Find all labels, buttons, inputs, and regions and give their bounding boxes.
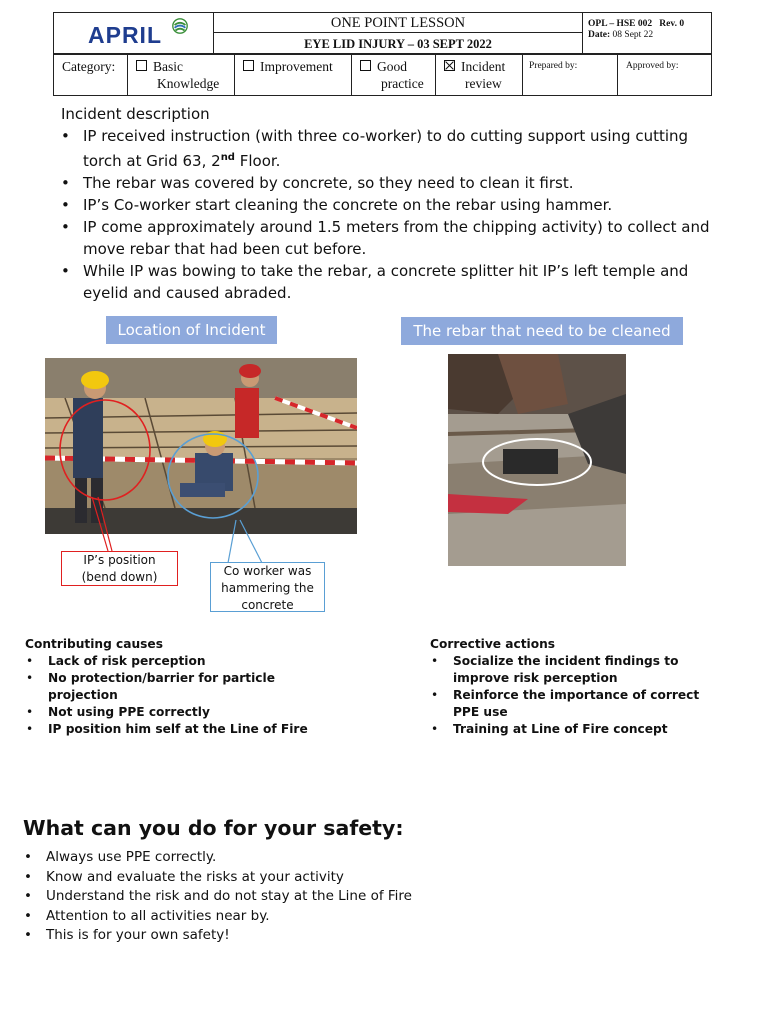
incident-item-line: While IP was bowing to take the rebar, a concrete splitter hit IP’s left temple and [83, 262, 689, 280]
rebar-photo-illustration [448, 354, 626, 566]
rebar-photo [448, 354, 626, 566]
item-text: Reinforce the importance of correct [453, 688, 700, 702]
cw-callout-line: concrete [241, 598, 294, 612]
safety-item: • Always use PPE correctly. [23, 848, 412, 868]
incident-item-line: eyelid and caused abraded. [83, 284, 292, 302]
prepared-by-label: Prepared by: [529, 61, 578, 71]
incident-item-line: move rebar that had been cut before. [83, 240, 367, 258]
safety-item: • Know and evaluate the risks at your activity [23, 868, 412, 888]
cw-callout-line: Co worker was [223, 564, 312, 578]
date-value: 08 Sept 22 [612, 30, 654, 40]
ip-callout-line: IP’s position [83, 553, 156, 567]
safety-item: • Understand the risk and do not stay at the Line of Fire [23, 887, 412, 907]
incident-item-line: torch at Grid 63, 2 [83, 152, 221, 170]
item-text: improve risk perception [453, 671, 618, 685]
rebar-label: The rebar that need to be cleaned [401, 317, 683, 345]
ip-position-callout [61, 551, 178, 586]
ip-callout-line: (bend down) [81, 570, 158, 584]
corrective-heading: Corrective actions [430, 637, 556, 651]
good-practice-label-2: practice [381, 76, 424, 91]
contributing-item [25, 653, 325, 670]
corrective-list [430, 653, 730, 738]
item-text: No protection/barrier for particle [48, 671, 275, 685]
date-label: Date: [588, 30, 611, 40]
incident-review-label: Incident [461, 59, 506, 74]
incident-review-label-2: review [465, 76, 502, 91]
item-text: Not using PPE correctly [48, 705, 210, 719]
contributing-list [25, 653, 325, 738]
safety-list-block [23, 848, 412, 946]
safety-item: • This is for your own safety! [23, 926, 412, 946]
safety-list [23, 848, 412, 946]
april-logo: APRIL [88, 22, 162, 48]
corrective-item [430, 721, 730, 738]
doc-title: EYE LID INJURY – 03 SEPT 2022 [213, 32, 583, 54]
category-label-text: Category: [62, 59, 116, 74]
incident-item: • The rebar was covered by concrete, so they need to clean it first. [83, 172, 721, 194]
coworker-callout [210, 562, 325, 612]
incident-item-line: Floor. [234, 152, 281, 170]
item-text: Training at Line of Fire concept [453, 722, 668, 736]
doc-type: ONE POINT LESSON [213, 12, 583, 33]
safety-title: What can you do for your safety: [23, 816, 404, 840]
incident-item: • IP’s Co-worker start cleaning the concrete on the rebar using hammer. [83, 194, 721, 216]
safety-item: • Attention to all activities near by. [23, 907, 412, 927]
item-text: IP position him self at the Line of Fire [48, 722, 308, 736]
opl-code: OPL – HSE 002 [588, 19, 653, 29]
basic-knowledge-label-2: Knowledge [157, 76, 220, 91]
basic-knowledge-label: Basic [153, 59, 183, 74]
corrective-actions [430, 637, 730, 738]
contributing-item [25, 704, 325, 721]
location-label: Location of Incident [106, 316, 277, 344]
good-practice-label: Good [377, 59, 407, 74]
improvement-label: Improvement [260, 59, 333, 74]
contributing-causes [25, 637, 325, 738]
incident-item-line: IP come approximately around 1.5 meters from the chipping activity) to collect and [83, 218, 710, 236]
incident-heading: Incident description [61, 105, 210, 123]
item-text: projection [48, 688, 118, 702]
cw-callout-line: hammering the [221, 581, 314, 595]
item-text: Socialize the incident findings to [453, 654, 679, 668]
superscript-nd: nd [220, 152, 235, 163]
approved-by-label: Approved by: [626, 61, 679, 71]
contributing-item [25, 670, 325, 704]
corrective-item [430, 687, 730, 721]
contributing-heading: Contributing causes [25, 637, 163, 651]
corrective-item [430, 653, 730, 687]
item-text: PPE use [453, 705, 508, 719]
item-text: Lack of risk perception [48, 654, 206, 668]
contributing-item [25, 721, 325, 738]
revision: Rev. 0 [659, 19, 685, 29]
incident-item-line: IP received instruction (with three co-worker) to do cutting support using cutting [83, 127, 689, 145]
